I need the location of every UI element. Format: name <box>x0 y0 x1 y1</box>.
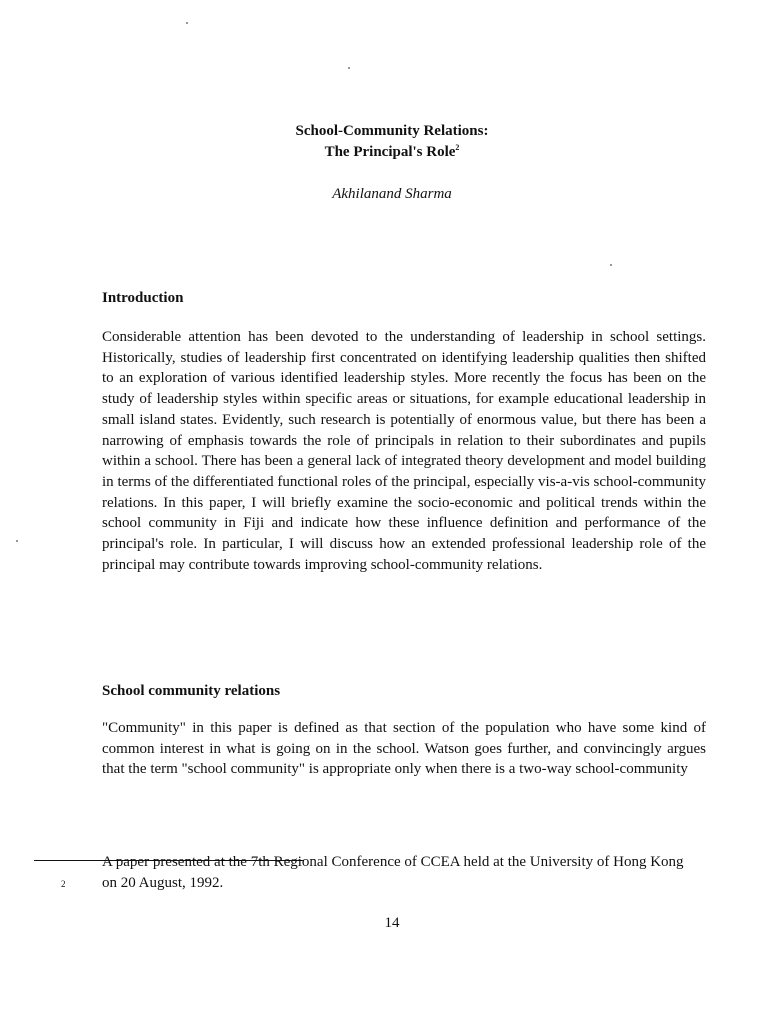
section-heading-school-community-relations: School community relations <box>102 683 281 699</box>
footnote-text: A paper presented at the 7th Regional Conference of CCEA held at the University of Hong Kong on 20 August, 1992. <box>102 854 684 891</box>
scan-speck <box>16 540 18 542</box>
title-footnote-ref: 2 <box>455 143 460 152</box>
scan-speck <box>610 264 612 266</box>
paper-title-text: The Principal's Role <box>324 144 456 160</box>
page-number: 14 <box>384 915 400 931</box>
section-body-school-community-relations: "Community" in this paper is defined as that section of the population who have some kind of common interest in what is going on in the school. Watson goes further, and convincingly argues that the term "school community" is appropriate only when there is a two-way school-community <box>102 720 706 778</box>
footnote-marker: 2 <box>61 879 66 889</box>
scan-speck <box>348 67 350 69</box>
section-body-introduction: Considerable attention has been devoted to the understanding of leadership in school settings. Historically, studies of leadership first concentrated on identifying leadership qualities then shifted to an exploration of various identified leadership styles. More recently the focus has been on the study of leadership styles within specific areas or situations, for example educational leadership in small island states. Evidently, such research is potentially of enormous value, but there has been a narrowing of emphasis towards the role of principals in relation to their subordinates and pupils within a school. There has been a general lack of integrated theory development and model building in terms of the differentiated functional roles of the principal, especially vis-a-vis school-community relations. In this paper, I will briefly examine the socio-economic and political trends within the school community in Fiji and indicate how these influence definition and performance of the principal's role. In particular, I will discuss how an extended professional leadership role of the principal may contribute towards improving school-community relations. <box>102 329 706 573</box>
scan-speck <box>186 22 188 24</box>
paper-title-line-2 <box>8 142 768 162</box>
paper-title-line-1: School-Community Relations: <box>295 123 489 139</box>
author-name: Akhilanand Sharma <box>332 186 452 202</box>
section-heading-introduction: Introduction <box>102 290 184 306</box>
